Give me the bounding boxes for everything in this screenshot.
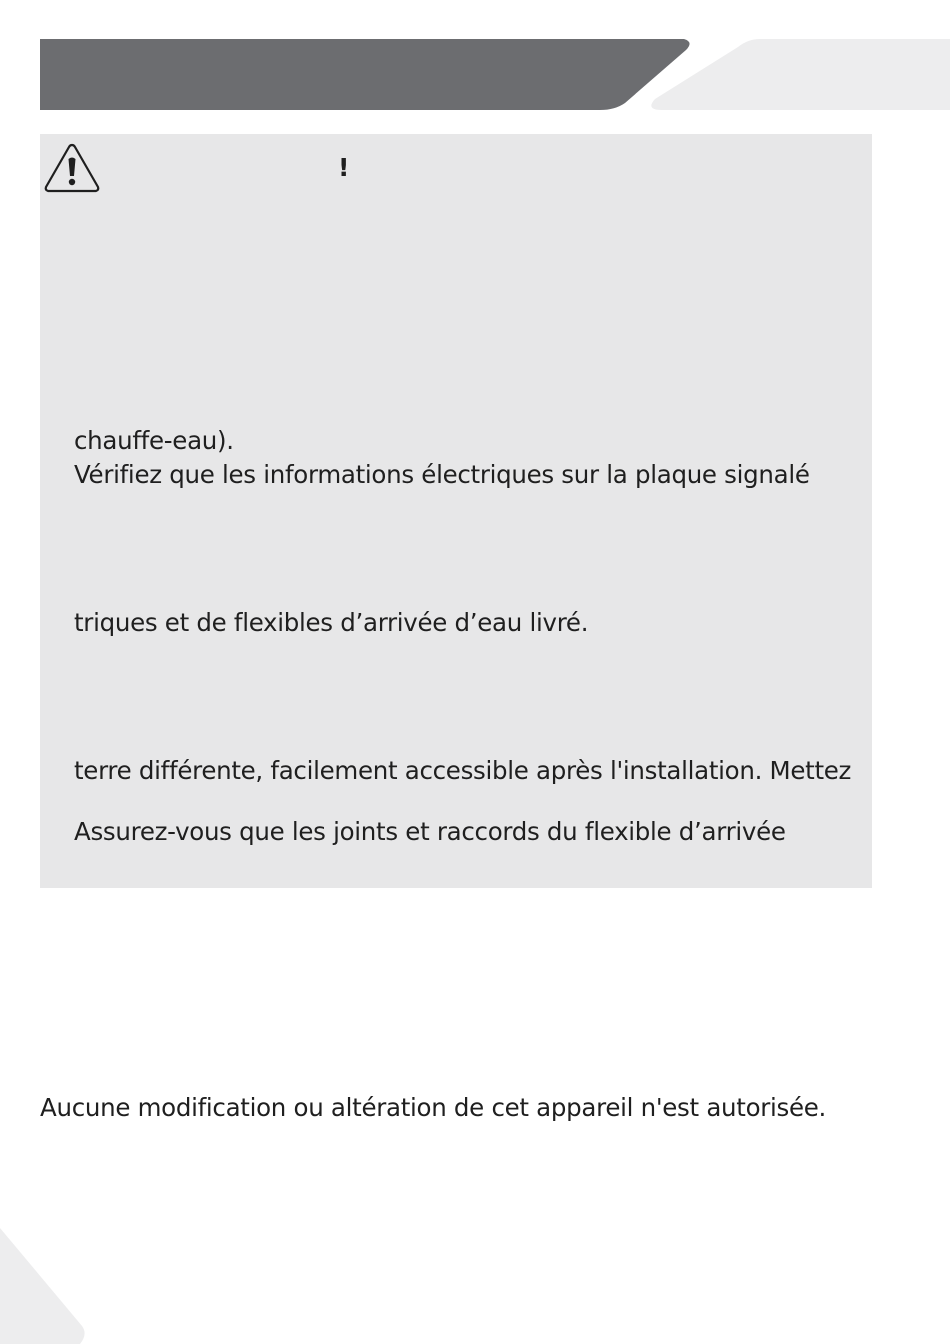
warning-line: Assurez-vous que les joints et raccords du flexible d’arrivée (74, 817, 786, 846)
header-band (0, 0, 950, 120)
warning-line: Vérifiez que les informations électriques sur la plaque signalé (74, 460, 810, 489)
warning-triangle-icon (43, 142, 101, 194)
header-light-tab (651, 39, 950, 110)
header-dark-tab (40, 39, 690, 110)
warning-line: triques et de flexibles d’arrivée d’eau livré. (74, 608, 589, 637)
warning-line: chauffe-eau). (74, 426, 234, 455)
warning-line: terre différente, facilement accessible après l'installation. Mettez (74, 756, 852, 785)
body-paragraph: Aucune modification ou altération de cet appareil n'est autorisée. (40, 1093, 827, 1122)
page-corner-mark (0, 1228, 90, 1344)
warning-title: ! (338, 153, 350, 182)
